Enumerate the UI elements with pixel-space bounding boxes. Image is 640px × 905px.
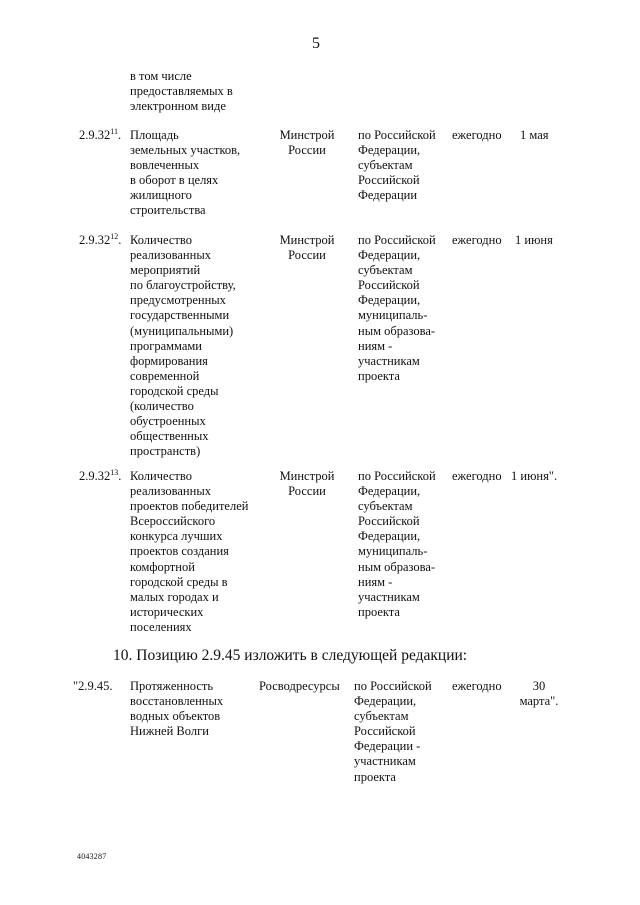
continued-indicator-text: в том числе предоставляемых в электронном виде [130,69,233,114]
indicator-text: Количество реализованных мероприятий по благоустройству, предусмотренных государственными (муниципальными) программами формирования современной городской среды (количество обустроенных общественных пространств) [130,233,236,459]
level-text: по Российской Федерации, субъектам Российской Федерации [358,128,436,203]
frequency-text: ежегодно [452,128,502,142]
frequency-text: ежегодно [452,469,502,483]
row-number: "2.9.45. [73,679,113,693]
row-number: 2.9.32$^{11}$. [79,126,122,142]
level-text: по Российской Федерации, субъектам Российской Федерации, муниципаль- ным образова- ниям - участникам проекта [358,469,436,619]
agency-text: Минстрой России [279,469,335,499]
row-number: 2.9.32$^{12}$. [79,231,122,247]
level-text: по Российской Федерации, субъектам Российской Федерации - участникам проекта [354,679,432,784]
indicator-text: Площадь земельных участков, вовлеченных в оборот в целях жилищного строительства [130,128,241,218]
instruction-heading: 10. Позицию 2.9.45 изложить в следующей редакции: [113,647,468,664]
level-text: по Российской Федерации, субъектам Российской Федерации, муниципаль- ным образова- ниям - участникам проекта [358,233,436,383]
row-number: 2.9.32$^{13}$. [79,467,122,483]
document-code: 4043287 [77,852,107,861]
indicator-text: Протяженность восстановленных водных объектов Нижней Волги [130,679,224,739]
agency-text: Минстрой России [279,233,335,263]
frequency-text: ежегодно [452,233,502,247]
deadline-text: 1 июня". [511,469,558,483]
agency-text: Минстрой России [279,128,335,158]
agency-text: Росводресурсы [259,679,340,693]
page-number: 5 [312,35,320,52]
deadline-text: 1 июня [515,233,553,247]
deadline-text: 1 мая [520,128,549,142]
frequency-text: ежегодно [452,679,502,693]
indicator-text: Количество реализованных проектов победителей Всероссийского конкурса лучших проектов создания комфортной городской среды в малых городах и исторических поселениях [130,469,249,634]
deadline-text: 30 марта". [519,679,559,709]
